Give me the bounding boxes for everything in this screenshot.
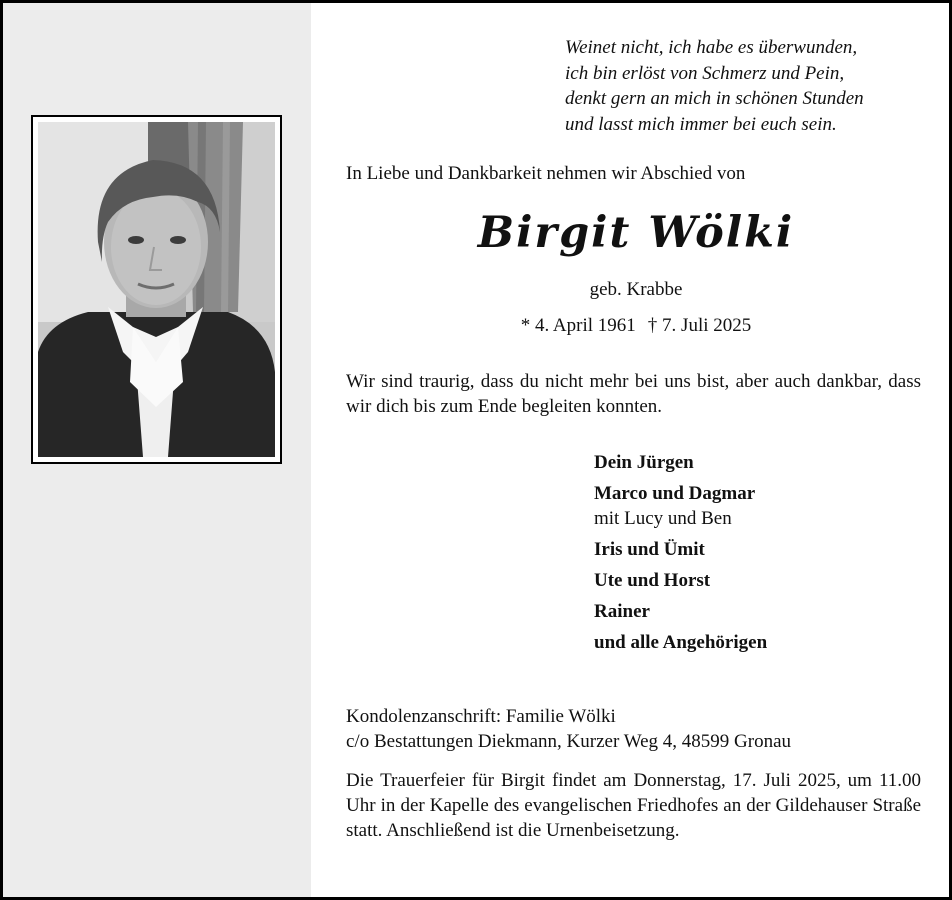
condolence-address: [346, 704, 791, 754]
portrait-photo: [38, 122, 275, 457]
signature-line: und alle Angehörigen: [594, 632, 768, 653]
signature-line: Ute und Horst: [594, 570, 711, 591]
poem-line: und lasst mich immer bei euch sein.: [565, 113, 837, 135]
signatures: [594, 450, 767, 655]
mourning-text: Wir sind traurig, dass du nicht mehr bei uns bist, aber auch dankbar, dass wir dich bis zum Ende begleiten konnten.: [346, 371, 921, 417]
signature-subline: mit Lucy und Ben: [594, 508, 732, 529]
signature-line: Dein Jürgen: [594, 452, 694, 473]
poem-line: Weinet nicht, ich habe es überwunden,: [565, 37, 858, 58]
death-date: † 7. Juli 2025: [647, 315, 752, 336]
condolence-line: Kondolenzanschrift: Familie Wölki: [346, 706, 616, 727]
poem-line: denkt gern an mich in schönen Stunden: [565, 88, 864, 109]
signature-line: Rainer: [594, 601, 650, 622]
poem-line: ich bin erlöst von Schmerz und Pein,: [565, 62, 845, 84]
condolence-line: c/o Bestattungen Diekmann, Kurzer Weg 4, 48599 Gronau: [346, 731, 792, 752]
portrait-frame: [31, 115, 282, 464]
ceremony-text: Die Trauerfeier für Birgit findet am Donnerstag, 17. Juli 2025, um 11.00 Uhr in der Kapelle des evangelischen Friedhofes an der Gildehauser Straße statt. Anschließend ist die Urnenbeisetzung.: [346, 770, 921, 841]
poem: [565, 35, 925, 137]
side-panel: [3, 3, 311, 897]
signature-line: Marco und Dagmar: [594, 483, 756, 504]
deceased-name: Birgit Wölki: [477, 208, 795, 258]
birth-date: * 4. April 1961: [520, 315, 636, 336]
life-dates: [346, 315, 926, 337]
intro-line: In Liebe und Dankbarkeit nehmen wir Abschied von: [346, 163, 746, 184]
birth-name: geb. Krabbe: [589, 279, 683, 300]
text-column: [311, 3, 949, 897]
signature-line: Iris und Ümit: [594, 539, 705, 560]
